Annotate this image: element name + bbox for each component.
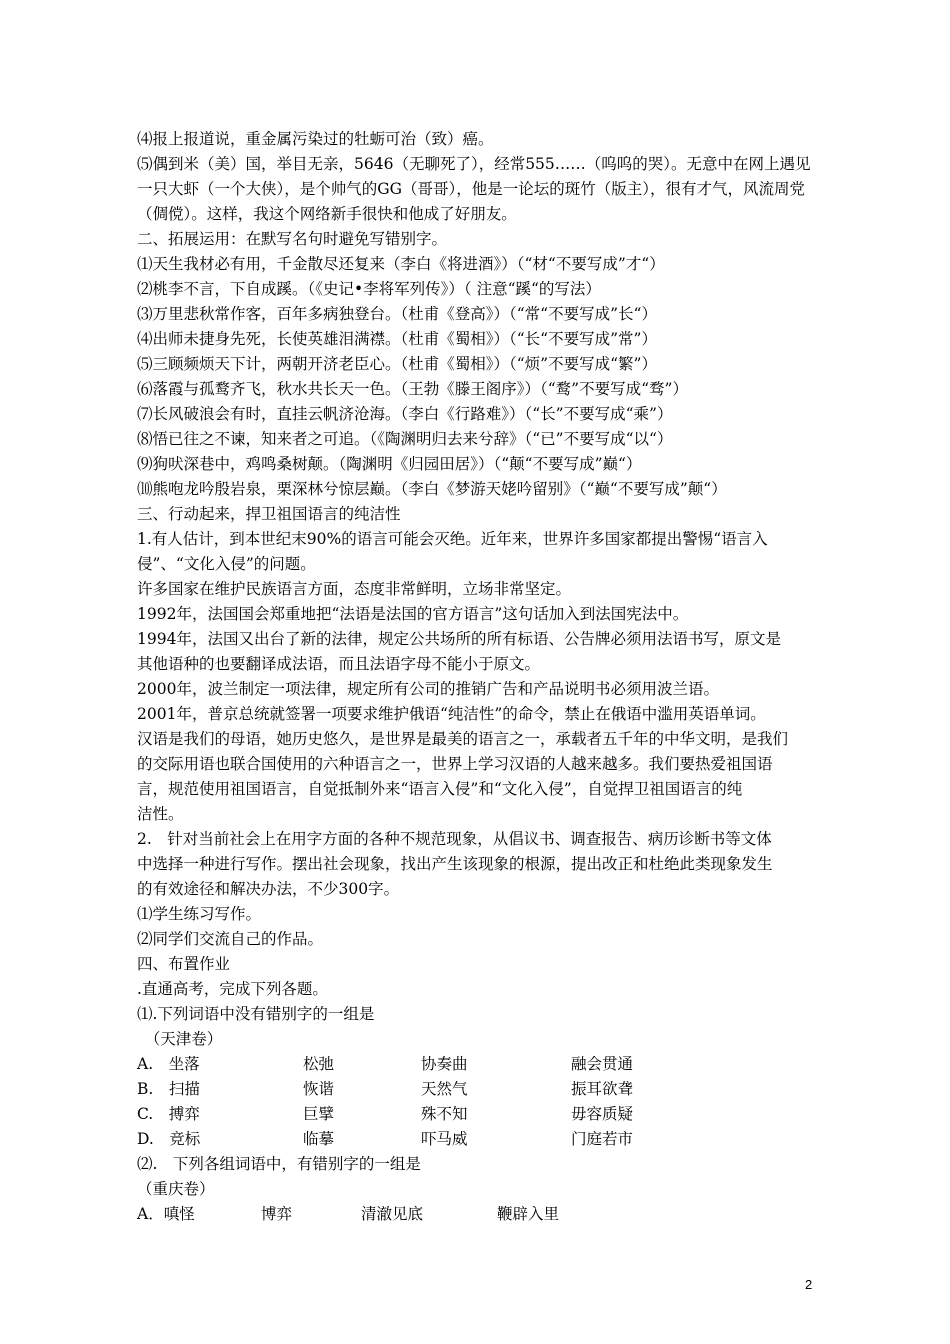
text-line: 言，规范使用祖国语言，自觉抵制外来“语言入侵”和“文化入侵”，自觉捍卫祖国语言的纯 [137, 780, 743, 798]
question-source: （重庆卷） [137, 1180, 215, 1198]
option-word: 毋容质疑 [571, 1105, 634, 1123]
text-line: ⑹落霞与孤鹜齐飞，秋水共长天一色。（王勃《滕王阁序》）（“鹜”不要写成“骛”） [137, 380, 688, 398]
text-line: ⑴学生练习写作。 [137, 905, 262, 923]
text-line: 的有效途径和解决办法，不少300字。 [137, 880, 400, 898]
text-line: ⑵桃李不言，下自成蹊。（《史记•李将军列传》）（ 注意“蹊“的写法） [137, 280, 601, 298]
text-line: ⑸偶到米（美）国，举目无亲，5646（无聊死了），经常555……（呜呜的哭）。无意中在网上遇见 [137, 155, 811, 173]
question-stem: ⑵. 下列各组词语中，有错别字的一组是 [137, 1155, 421, 1173]
option-word: 临摹 [303, 1130, 335, 1148]
text-line: 汉语是我们的母语，她历史悠久，是世界是最美的语言之一，承载者五千年的中华文明，是我们 [137, 730, 789, 748]
option-word: 清澈见底 [361, 1205, 424, 1223]
text-line: ⑺长风破浪会有时，直挂云帆济沧海。（李白《行路难》）（“长”不要写成“乘”） [137, 405, 673, 423]
option-word: 振耳欲聋 [571, 1080, 634, 1098]
option-word: 殊不知 [421, 1105, 468, 1123]
option-word: C. 搏弈 [137, 1105, 200, 1123]
option-word: 门庭若市 [571, 1130, 634, 1148]
text-line: 1.有人估计，到本世纪末90%的语言可能会灭绝。近年来，世界许多国家都提出警惕“语言入 [137, 530, 768, 548]
option-word: B. 扫描 [137, 1080, 200, 1098]
text-line: ⑵同学们交流自己的作品。 [137, 930, 324, 948]
text-line: 1994年，法国又出台了新的法律，规定公共场所的所有标语、公告牌必须用法语书写，原文是 [137, 630, 781, 648]
text-line: 2. 针对当前社会上在用字方面的各种不规范现象，从倡议书、调查报告、病历诊断书等文体 [137, 830, 772, 848]
text-line: 1992年，法国国会郑重地把“法语是法国的官方语言”这句话加入到法国宪法中。 [137, 605, 689, 623]
option-word: D. 竞标 [137, 1130, 201, 1148]
page-number: 2 [805, 1277, 813, 1292]
option-word: 融会贯通 [571, 1055, 634, 1073]
text-line: 2000年，波兰制定一项法律，规定所有公司的推销广告和产品说明书必须用波兰语。 [137, 680, 719, 698]
text-line: ⑶万里悲秋常作客，百年多病独登台。（杜甫《登高》）（“常“不要写成”长“） [137, 305, 657, 323]
option-word: 鞭辟入里 [497, 1205, 560, 1223]
text-line: ⑽熊咆龙吟殷岩泉，栗深林兮惊层巅。（李白《梦游天姥吟留别》（“巅“不要写成”颠“） [137, 480, 727, 498]
section-heading: 二、拓展运用：在默写名句时避免写错别字。 [137, 230, 448, 248]
text-line: ⑷报上报道说，重金属污染过的牡蛎可治（致）癌。 [137, 130, 494, 148]
text-line: ⑷出师未捷身先死，长使英雄泪满襟。（杜甫《蜀相》）（“长“不要写成”常”） [137, 330, 657, 348]
text-line: 2001年，普京总统就签署一项要求维护俄语“纯洁性”的命令，禁止在俄语中滥用英语单词。 [137, 705, 766, 723]
text-line: ⑸三顾频烦天下计，两朝开济老臣心。（杜甫《蜀相》）（“烦”不要写成“繁”） [137, 355, 657, 373]
text-line: （倜傥）。这样，我这个网络新手很快和他成了好朋友。 [137, 205, 517, 223]
option-word: 恢谐 [303, 1080, 335, 1098]
option-word: 天然气 [421, 1080, 468, 1098]
section-heading: 四、布置作业 [137, 955, 231, 973]
section-heading: 三、行动起来，捍卫祖国语言的纯洁性 [137, 505, 401, 523]
text-line: .直通高考，完成下列各题。 [137, 980, 328, 998]
option-word: 吓马威 [421, 1130, 468, 1148]
text-line: ⑴天生我材必有用，千金散尽还复来（李白《将进酒》）（“材“不要写成”才“） [137, 255, 665, 273]
text-line: 一只大虾（一个大侠），是个帅气的GG（哥哥），他是一论坛的斑竹（版主），很有才气，风流周党 [137, 180, 806, 198]
text-line: 洁性。 [137, 805, 184, 823]
question-source: （天津卷） [137, 1030, 223, 1048]
text-line: ⑼狗吠深巷中，鸡鸣桑树颠。（陶渊明《归园田居》）（“颠“不要写成”巅“） [137, 455, 642, 473]
option-word: 松弛 [303, 1055, 335, 1073]
text-line: ⑻悟已往之不谏，知来者之可追。（《陶渊明归去来兮辞》（“已”不要写成“以“） [137, 430, 673, 448]
text-line: 许多国家在维护民族语言方面，态度非常鲜明，立场非常坚定。 [137, 580, 572, 598]
option-word: A. 坐落 [137, 1055, 200, 1073]
option-word: 巨擘 [303, 1105, 335, 1123]
option-word: 协奏曲 [421, 1055, 468, 1073]
text-line: 中选择一种进行写作。摆出社会现象，找出产生该现象的根源，提出改正和杜绝此类现象发生 [137, 855, 773, 873]
question-stem: ⑴.下列词语中没有错别字的一组是 [137, 1005, 375, 1023]
text-line: 其他语种的也要翻译成法语，而且法语字母不能小于原文。 [137, 655, 541, 673]
option-word: 博弈 [261, 1205, 293, 1223]
text-line: 侵”、“文化入侵”的问题。 [137, 555, 316, 573]
option-word: A．嗔怪 [137, 1205, 195, 1223]
text-line: 的交际用语也联合国使用的六种语言之一，世界上学习汉语的人越来越多。我们要热爱祖国语 [137, 755, 773, 773]
